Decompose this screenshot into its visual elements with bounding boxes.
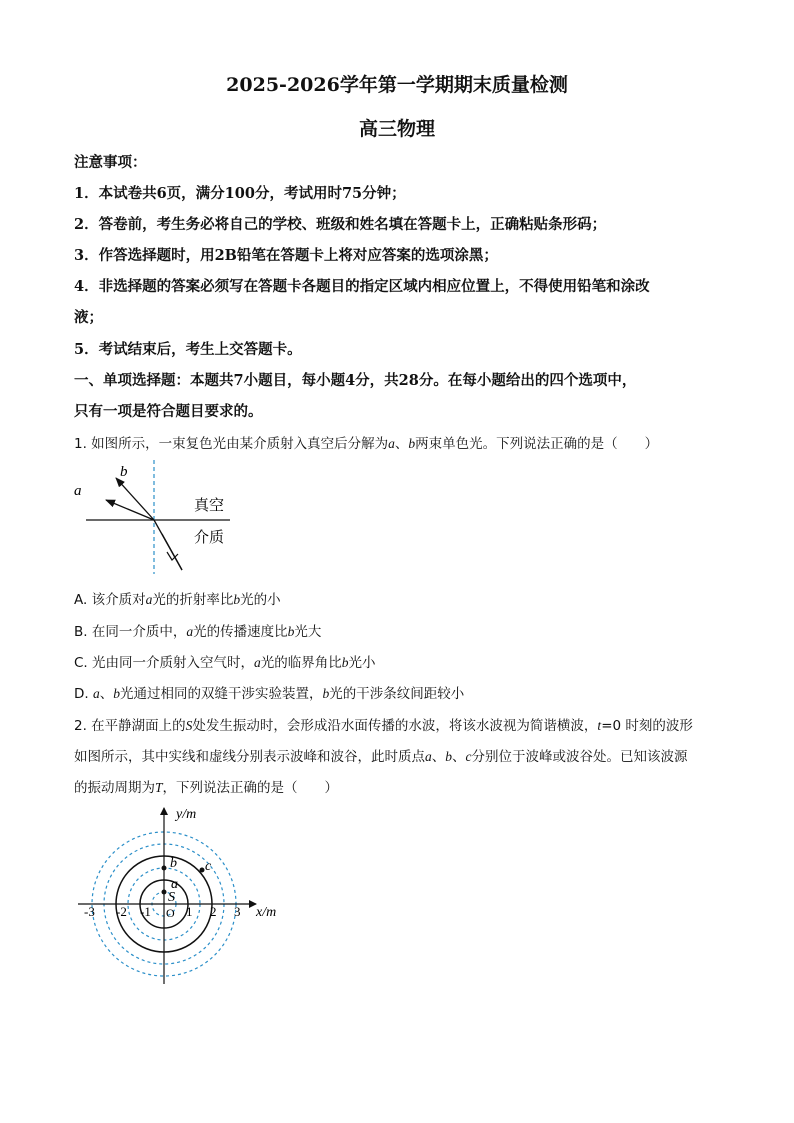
ray-b <box>116 478 154 520</box>
x-axis-label: x/m <box>256 905 277 920</box>
note-item: 4．非选择题的答案必须写在答题卡各题目的指定区域内相应位置上，不得使用铅笔和涂改 <box>74 278 650 295</box>
section-heading: 一、单项选择题：本题共7小题目，每小题4分，共28分。在每小题给出的四个选项中， <box>74 372 637 389</box>
tick-neg1: -1 <box>140 904 151 919</box>
exam-title: 2025-2026学年第一学期期末质量检测 <box>226 74 568 96</box>
label-b: b <box>120 464 128 480</box>
point-a <box>162 890 167 895</box>
y-axis-label: y/m <box>176 807 197 822</box>
tick-neg2: -2 <box>116 904 127 919</box>
point-c-label: c <box>205 859 212 874</box>
q1-option-a[interactable]: A. 该介质对a光的折射率比b光的小 <box>74 592 281 608</box>
point-b-label: b <box>170 856 177 871</box>
tick-neg3: -3 <box>84 904 95 919</box>
note-item: 5．考试结束后，考生上交答题卡。 <box>74 341 302 358</box>
q1-option-d[interactable]: D. a、b光通过相同的双缝干涉实验装置，b光的干涉条纹间距较小 <box>74 686 465 702</box>
point-c <box>200 868 205 873</box>
point-a-label: a <box>171 877 178 892</box>
incident-ray-full <box>154 520 182 570</box>
q2-stem-line2: 如图所示，其中实线和虚线分别表示波峰和波谷，此时质点a、b、c分别位于波峰或波谷处。已知该波源 <box>74 749 688 765</box>
label-vacuum: 真空 <box>194 498 225 514</box>
q1-refraction-figure <box>70 458 240 576</box>
q2-stem-line1: 2. 在平静湖面上的S处发生振动时，会形成沿水面传播的水波，将该水波视为简谐横波，t=0 时刻的波形 <box>74 718 693 734</box>
note-item: 液； <box>74 309 103 326</box>
note-item: 3．作答选择题时，用2B铅笔在答题卡上将对应答案的选项涂黑； <box>74 247 498 264</box>
ray-a <box>106 500 154 520</box>
q2-wave-figure <box>76 804 292 986</box>
note-item: 1．本试卷共6页，满分100分，考试用时75分钟； <box>74 185 406 202</box>
source-label: S <box>168 890 175 905</box>
origin-label: O <box>166 906 175 920</box>
label-a: a <box>74 483 82 499</box>
tick-1: 1 <box>186 904 193 919</box>
notes-heading: 注意事项： <box>74 154 147 171</box>
q1-option-c[interactable]: C. 光由同一介质射入空气时，a光的临界角比b光小 <box>74 655 376 671</box>
section-heading-cont: 只有一项是符合题目要求的。 <box>74 403 263 420</box>
q2-stem-line3: 的振动周期为T，下列说法正确的是（ ） <box>74 780 339 796</box>
label-medium: 介质 <box>194 530 225 546</box>
exam-subtitle: 高三物理 <box>358 118 435 140</box>
tick-3: 3 <box>234 904 241 919</box>
note-item: 2．答卷前，考生务必将自己的学校、班级和姓名填在答题卡上，正确粘贴条形码； <box>74 216 607 233</box>
q1-stem: 1. 如图所示，一束复色光由某介质射入真空后分解为a、b两束单色光。下列说法正确的是（ ） <box>74 436 659 452</box>
q1-option-b[interactable]: B. 在同一介质中，a光的传播速度比b光大 <box>74 624 322 640</box>
point-b <box>162 866 167 871</box>
tick-2: 2 <box>210 904 217 919</box>
